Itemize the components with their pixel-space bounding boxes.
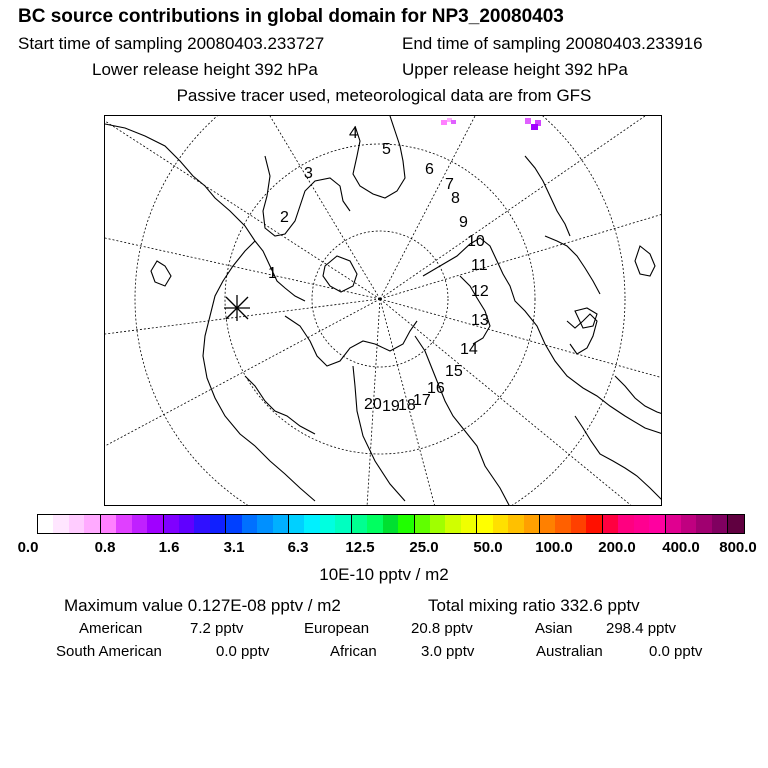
page-title: BC source contributions in global domain for NP3_20080403 (18, 6, 564, 27)
plume-cells (441, 118, 541, 130)
colorbar-ticks (0, 539, 768, 559)
lower-height-label: Lower release height 392 hPa (92, 60, 318, 79)
colorbar-swatch (273, 515, 288, 533)
tracer-note: Passive tracer used, meteorological data are from GFS (176, 86, 592, 105)
colorbar-swatch (586, 515, 601, 533)
polar-map[interactable] (104, 115, 662, 506)
max-value-label: Maximum value 0.127E-08 pptv / m2 (64, 596, 341, 615)
end-time-label: End time of sampling 20080403.233916 (402, 34, 703, 53)
meridian-line (380, 116, 645, 299)
traj-label: 13 (471, 312, 489, 329)
traj-label: 3 (304, 165, 313, 182)
colorbar-tick-label: 12.5 (345, 539, 375, 556)
colorbar-swatch (179, 515, 194, 533)
colorbar-swatch (147, 515, 162, 533)
colorbar-swatch (194, 515, 209, 533)
traj-label: 6 (425, 161, 434, 178)
colorbar-swatch (242, 515, 257, 533)
traj-label: 12 (471, 283, 489, 300)
meridian-line (105, 121, 380, 299)
graticule (105, 116, 662, 506)
colorbar-swatch (100, 515, 116, 533)
colorbar (37, 514, 745, 534)
colorbar-swatch (539, 515, 555, 533)
traj-label: 9 (459, 214, 468, 231)
colorbar-swatch (649, 515, 664, 533)
colorbar-swatch (335, 515, 350, 533)
source-value-asian: 298.4 pptv (606, 620, 677, 637)
colorbar-swatch (304, 515, 319, 533)
colorbar-swatch (288, 515, 304, 533)
meridian-line (380, 299, 662, 378)
colorbar-swatch (257, 515, 272, 533)
colorbar-swatch (320, 515, 335, 533)
traj-label: 19 (382, 398, 400, 415)
meridian-line (270, 116, 380, 299)
colorbar-swatch (414, 515, 430, 533)
total-mixing-label: Total mixing ratio 332.6 pptv (428, 596, 640, 615)
release-marker (224, 295, 250, 321)
colorbar-unit: 10E-10 pptv / m2 (319, 565, 449, 584)
colorbar-swatch (398, 515, 413, 533)
traj-label: 18 (398, 397, 416, 414)
colorbar-swatch (116, 515, 131, 533)
traj-label: 15 (445, 363, 463, 380)
colorbar-swatch (508, 515, 523, 533)
meridian-line (380, 214, 662, 299)
colorbar-swatch (445, 515, 460, 533)
colorbar-swatch (696, 515, 711, 533)
colorbar-swatch (476, 515, 492, 533)
colorbar-tick-label: 6.3 (287, 539, 309, 556)
colorbar-swatch (727, 515, 743, 533)
colorbar-swatch (665, 515, 681, 533)
meridian-line (105, 299, 380, 446)
colorbar-tick-label: 0.8 (94, 539, 116, 556)
colorbar-tick-label: 100.0 (535, 539, 573, 556)
colorbar-swatch (383, 515, 398, 533)
traj-label: 2 (280, 209, 289, 226)
colorbar-swatch (210, 515, 225, 533)
start-time-label: Start time of sampling 20080403.233727 (18, 34, 325, 53)
colorbar-swatch (555, 515, 570, 533)
colorbar-swatch (618, 515, 633, 533)
source-value-american: 7.2 pptv (190, 620, 244, 637)
colorbar-tick-label: 3.1 (223, 539, 245, 556)
traj-label: 17 (413, 392, 431, 409)
traj-label: 7 (445, 176, 454, 193)
source-value-south-american: 0.0 pptv (216, 643, 270, 660)
colorbar-swatch (430, 515, 445, 533)
colorbar-swatch (38, 515, 53, 533)
source-label-australian: Australian (536, 643, 603, 660)
colorbar-tick-label: 1.6 (158, 539, 180, 556)
traj-label: 4 (349, 125, 358, 142)
colorbar-swatch (84, 515, 99, 533)
source-label-asian: Asian (535, 620, 573, 637)
colorbar-swatch (602, 515, 618, 533)
colorbar-tick-label: 50.0 (473, 539, 503, 556)
colorbar-swatch (493, 515, 508, 533)
colorbar-tick-label: 800.0 (719, 539, 757, 556)
source-value-european: 20.8 pptv (411, 620, 473, 637)
traj-label: 11 (471, 257, 488, 274)
traj-label: 10 (467, 233, 485, 250)
colorbar-swatch (69, 515, 84, 533)
colorbar-swatch (681, 515, 696, 533)
source-value-african: 3.0 pptv (421, 643, 475, 660)
traj-label: 16 (427, 380, 445, 397)
map-canvas (105, 116, 662, 506)
meridian-line (380, 116, 475, 299)
source-value-australian: 0.0 pptv (649, 643, 703, 660)
traj-label: 8 (451, 190, 460, 207)
colorbar-swatch (524, 515, 539, 533)
colorbar-tick-label: 0.0 (17, 539, 39, 556)
source-label-african: African (330, 643, 377, 660)
colorbar-swatch (461, 515, 476, 533)
colorbar-swatch (367, 515, 382, 533)
colorbar-swatch (132, 515, 147, 533)
traj-label: 5 (382, 141, 391, 158)
traj-label: 14 (460, 341, 478, 358)
traj-label: 20 (364, 396, 382, 413)
colorbar-swatch (225, 515, 241, 533)
colorbar-swatch (634, 515, 649, 533)
meridian-line (105, 238, 380, 299)
colorbar-swatch (53, 515, 68, 533)
source-label-european: European (304, 620, 370, 637)
latitude-circle (135, 116, 625, 506)
colorbar-tick-label: 200.0 (598, 539, 636, 556)
colorbar-swatch (712, 515, 727, 533)
colorbar-swatch (163, 515, 179, 533)
colorbar-tick-label: 25.0 (409, 539, 439, 556)
source-label-american: American (79, 620, 143, 637)
colorbar-swatch (571, 515, 586, 533)
source-label-south-american: South American (56, 643, 162, 660)
colorbar-swatch (351, 515, 367, 533)
traj-label: 1 (268, 265, 277, 282)
meridian-line (105, 299, 380, 334)
colorbar-tick-label: 400.0 (662, 539, 700, 556)
upper-height-label: Upper release height 392 hPa (402, 60, 628, 79)
